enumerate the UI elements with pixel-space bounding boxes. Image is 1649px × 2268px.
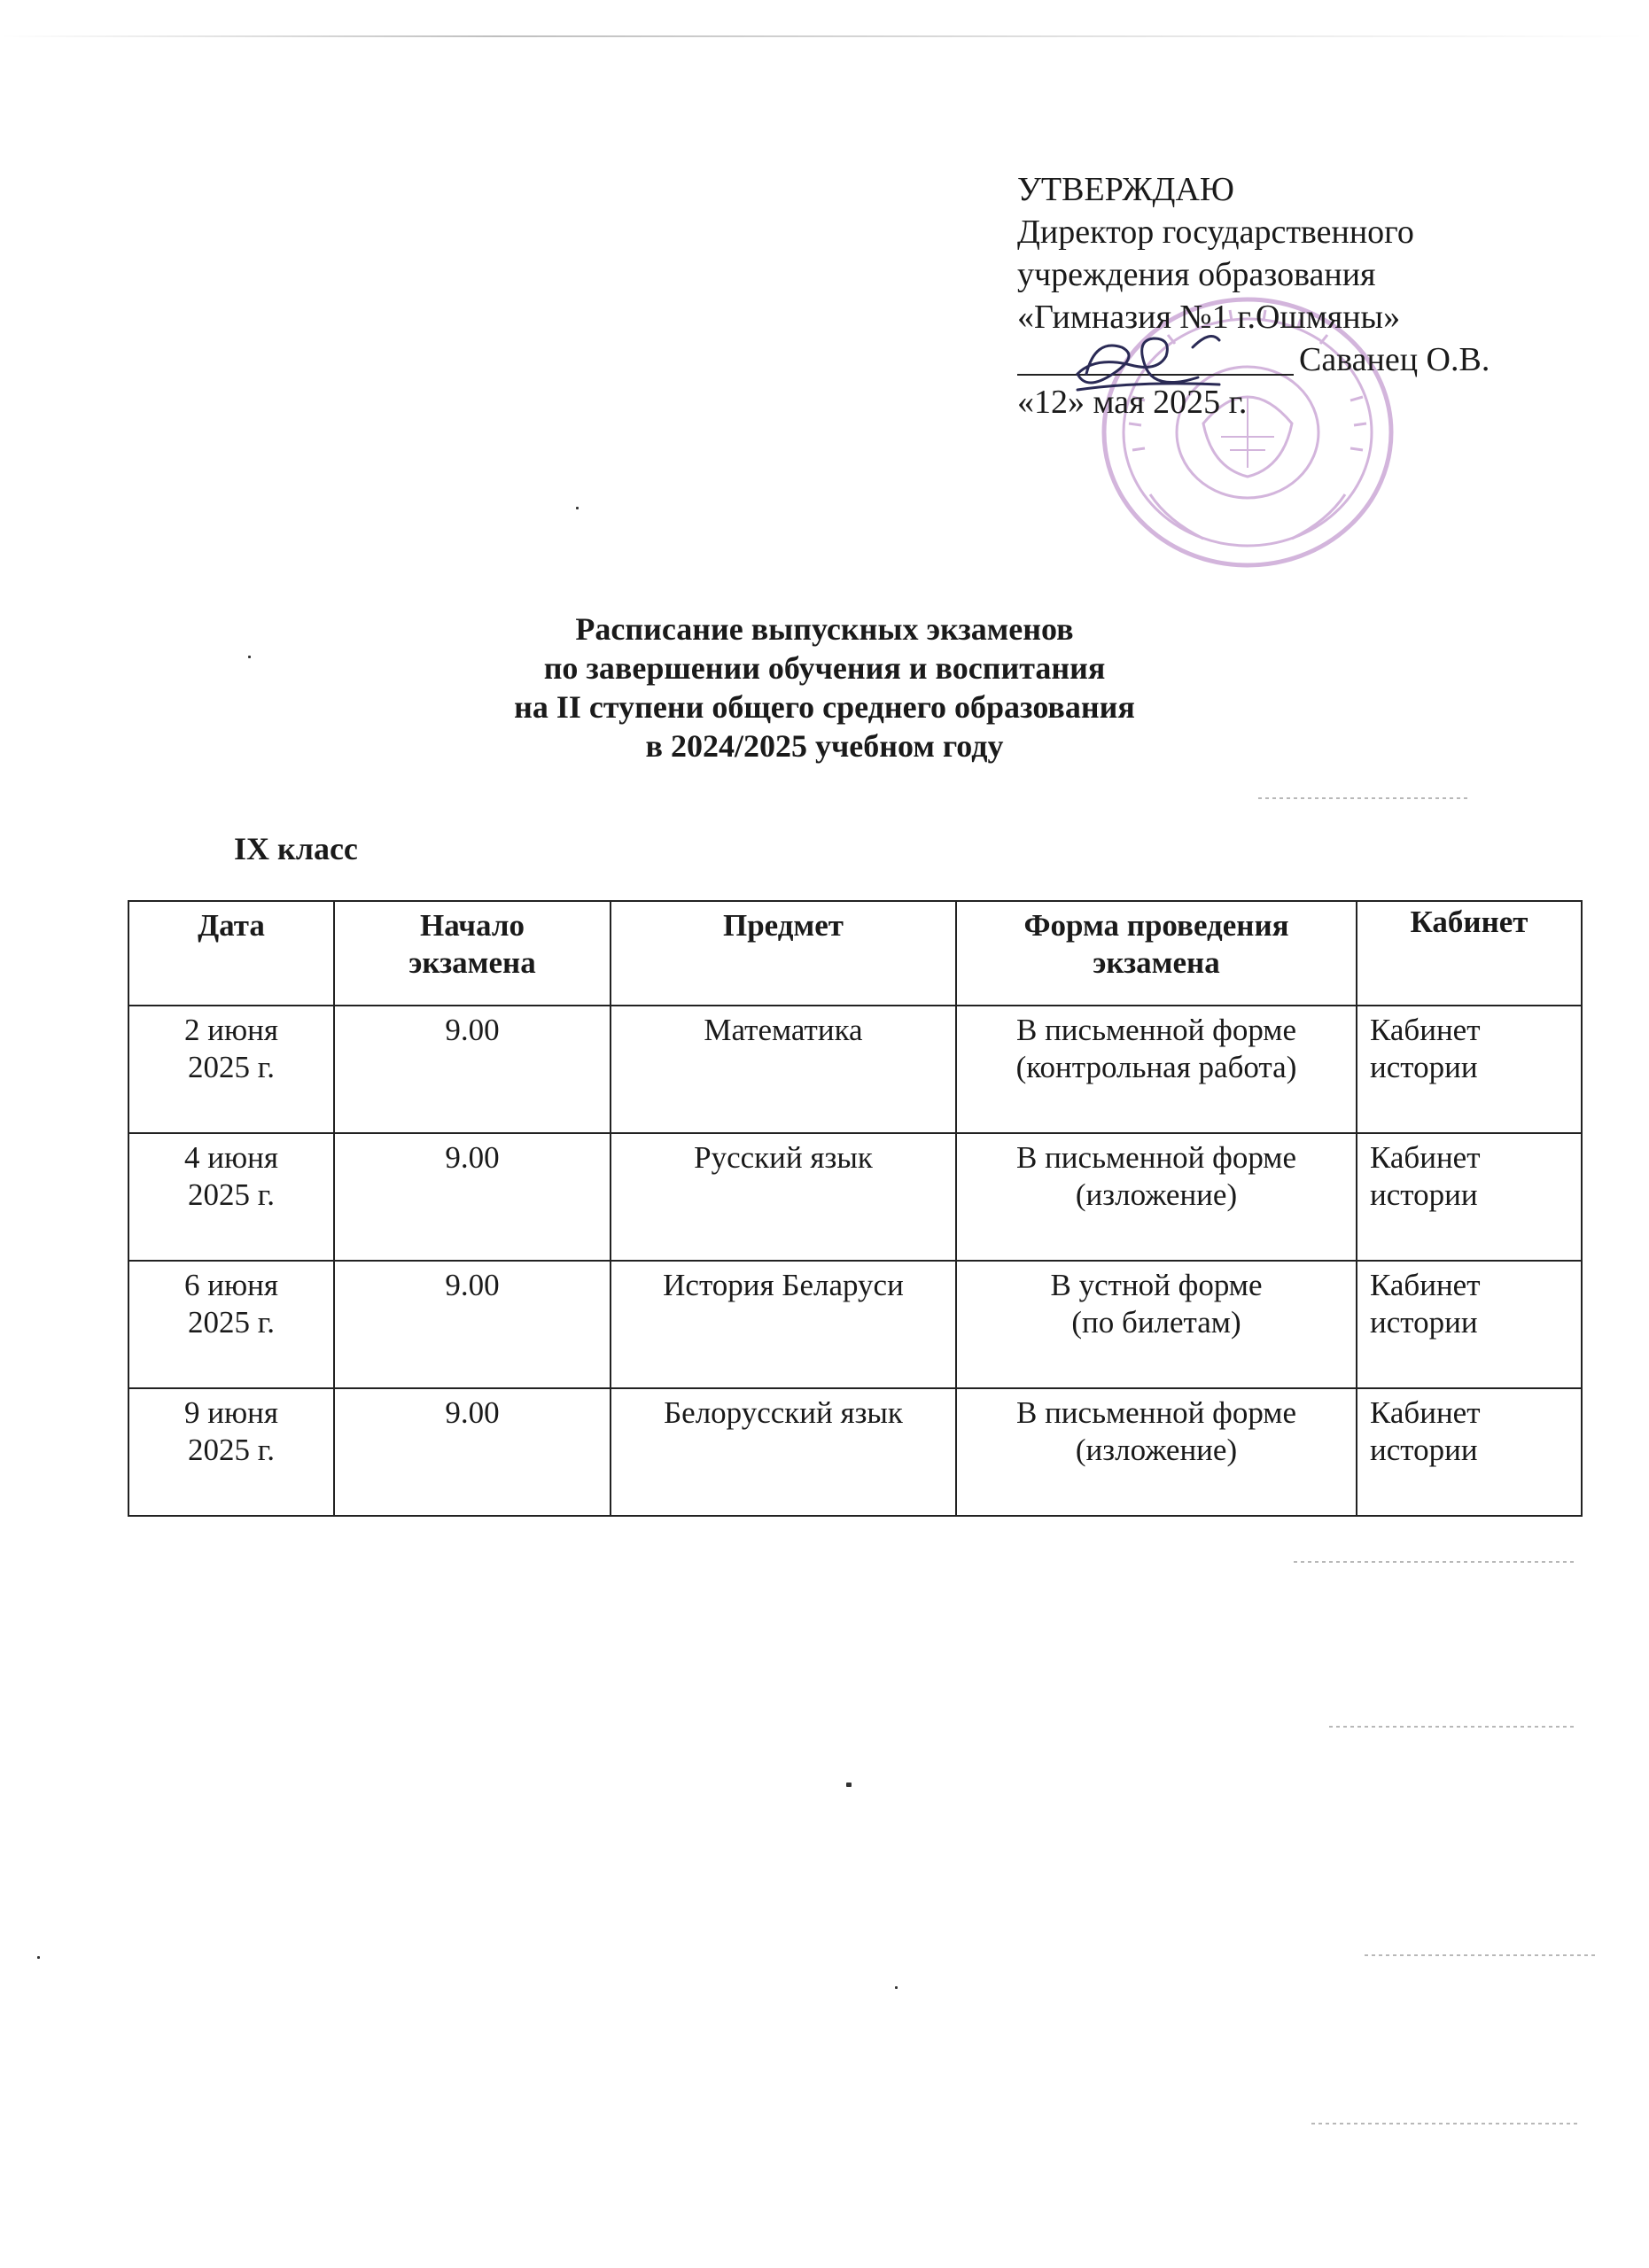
scan-speck: [37, 1956, 40, 1959]
cell-subject: [611, 1006, 956, 1133]
cell-subject: [611, 1388, 956, 1516]
cell-date: [128, 1388, 334, 1516]
cell-subject: [611, 1133, 956, 1261]
header-start-line1: Начало: [419, 908, 525, 943]
table-row: [128, 1133, 1582, 1261]
room-line1: Кабинет: [1370, 1140, 1481, 1175]
approval-position-line1: Директор государственного: [1017, 214, 1414, 251]
form-line1: В письменной форме: [1015, 1013, 1296, 1047]
date-line1: 2 июня: [184, 1013, 278, 1047]
cell-form: [956, 1006, 1357, 1133]
scan-speck: [576, 507, 579, 509]
date-line2: 2025 г.: [188, 1177, 275, 1212]
scan-edge: [0, 35, 1649, 37]
date-line2: 2025 г.: [188, 1050, 275, 1084]
room-line1: Кабинет: [1370, 1268, 1481, 1302]
room-line2: истории: [1370, 1177, 1478, 1212]
scan-speck: [895, 1986, 898, 1989]
scan-artifact: [1329, 1726, 1577, 1728]
scan-artifact: [1294, 1561, 1577, 1563]
form-line1: В письменной форме: [1015, 1395, 1296, 1430]
room-line2: истории: [1370, 1433, 1478, 1467]
cell-date: [128, 1133, 334, 1261]
class-label: IX класс: [234, 831, 358, 866]
cell-form: [956, 1261, 1357, 1388]
form-line2: (по билетам): [1071, 1305, 1241, 1340]
date-line1: 6 июня: [184, 1268, 278, 1302]
start-time: 9.00: [445, 1268, 500, 1302]
cell-start: [334, 1388, 611, 1516]
title-line-4: в 2024/2025 учебном году: [645, 728, 1004, 764]
form-line2: (контрольная работа): [1015, 1050, 1297, 1084]
title-line-3: на II ступени общего среднего образования: [514, 689, 1135, 725]
header-form-line2: экзамена: [1093, 945, 1220, 980]
form-line2: (изложение): [1075, 1177, 1238, 1212]
cell-subject: [611, 1261, 956, 1388]
header-start-line2: экзамена: [408, 945, 536, 980]
subject: История Беларуси: [663, 1268, 904, 1302]
cell-start: [334, 1006, 611, 1133]
table-row: [128, 1006, 1582, 1133]
scan-artifact: [1311, 2123, 1577, 2124]
form-line1: В письменной форме: [1015, 1140, 1296, 1175]
signer-name: Саванец О.В.: [1299, 341, 1490, 378]
header-room-label: Кабинет: [1410, 905, 1528, 939]
cell-room: [1357, 1261, 1582, 1388]
approval-institution: «Гимназия №1 г.Ошмяны»: [1017, 299, 1401, 336]
title-line-1: Расписание выпускных экзаменов: [575, 611, 1074, 647]
scan-artifact: [1258, 797, 1471, 799]
subject: Русский язык: [694, 1140, 873, 1175]
scan-speck: [846, 1783, 852, 1787]
header-date-label: Дата: [198, 908, 265, 943]
subject: Белорусский язык: [664, 1395, 903, 1430]
date-line1: 9 июня: [184, 1395, 278, 1430]
header-form-line1: Форма проведения: [1023, 908, 1289, 943]
signature-icon: [1060, 312, 1246, 409]
room-line2: истории: [1370, 1050, 1478, 1084]
header-subject-label: Предмет: [722, 908, 844, 943]
form-line1: В устной форме: [1050, 1268, 1263, 1302]
header-form: [956, 901, 1357, 1006]
approval-heading: УТВЕРЖДАЮ: [1017, 171, 1234, 208]
header-date: [128, 901, 334, 1006]
date-line2: 2025 г.: [188, 1305, 275, 1340]
cell-start: [334, 1133, 611, 1261]
start-time: 9.00: [445, 1013, 500, 1047]
cell-room: [1357, 1388, 1582, 1516]
cell-form: [956, 1388, 1357, 1516]
start-time: 9.00: [445, 1395, 500, 1430]
start-time: 9.00: [445, 1140, 500, 1175]
table-row: [128, 1388, 1582, 1516]
room-line1: Кабинет: [1370, 1395, 1481, 1430]
subject: Математика: [704, 1013, 863, 1047]
approval-date: «12» мая 2025 г.: [1017, 384, 1248, 421]
cell-date: [128, 1261, 334, 1388]
room-line1: Кабинет: [1370, 1013, 1481, 1047]
title-line-2: по завершении обучения и воспитания: [543, 650, 1106, 686]
document-title: [0, 610, 1649, 765]
date-line2: 2025 г.: [188, 1433, 275, 1467]
scan-speck: [248, 656, 251, 658]
header-start: [334, 901, 611, 1006]
date-line1: 4 июня: [184, 1140, 278, 1175]
room-line2: истории: [1370, 1305, 1478, 1340]
header-subject: [611, 901, 956, 1006]
cell-room: [1357, 1133, 1582, 1261]
exam-schedule-table: [128, 900, 1583, 1517]
approval-position-line2: учреждения образования: [1017, 256, 1376, 293]
table-header-row: [128, 901, 1582, 1006]
form-line2: (изложение): [1075, 1433, 1238, 1467]
header-room: [1357, 901, 1582, 1006]
cell-start: [334, 1261, 611, 1388]
scan-artifact: [1365, 1954, 1595, 1956]
table-row: [128, 1261, 1582, 1388]
cell-date: [128, 1006, 334, 1133]
cell-form: [956, 1133, 1357, 1261]
cell-room: [1357, 1006, 1582, 1133]
